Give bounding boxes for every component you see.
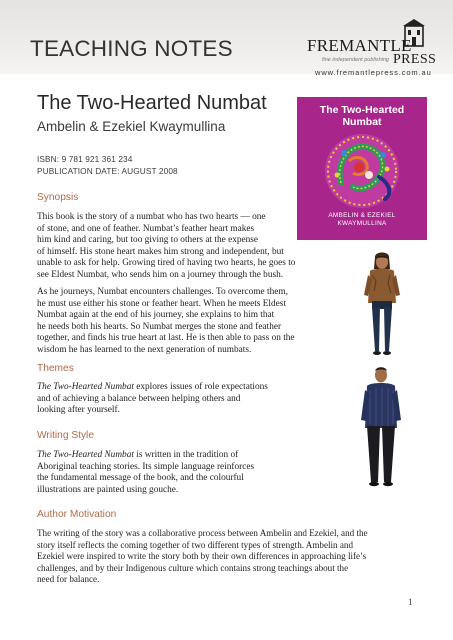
text-line: need for balance. xyxy=(37,574,100,585)
text-line: he must use either his stone or feather heart. When he meets Eldest xyxy=(37,298,286,309)
author-motivation-paragraph xyxy=(37,528,368,586)
cover-authors xyxy=(297,212,427,228)
synopsis-paragraph-2 xyxy=(37,287,295,357)
publisher-url[interactable]: www.fremantlepress.com.au xyxy=(315,68,432,77)
cover-title xyxy=(297,105,427,128)
text-line: illustrations are painted using gouche. xyxy=(37,484,179,495)
text-line xyxy=(37,450,254,462)
author-photo-ezekiel xyxy=(356,364,406,490)
text-line: him kind and caring, but too giving to others at the expense xyxy=(37,235,259,246)
building-icon xyxy=(401,18,427,48)
text-line: and of achieving a balance between helping others and xyxy=(37,393,241,404)
text-span: explores issues of role expectations xyxy=(133,382,268,392)
author-photo-ambelin xyxy=(360,251,404,359)
numbat-illustration xyxy=(321,131,403,211)
text-line: The writing of the story was a collaborative process between Ambelin and Ezekiel, and the xyxy=(37,528,368,538)
publication-date: PUBLICATION DATE: AUGUST 2008 xyxy=(37,166,178,176)
text-line: together, and finds his true heart at last. He is then able to pass on the xyxy=(37,333,295,344)
text-line: looking after yourself. xyxy=(37,405,120,416)
writing-style-heading: Writing Style xyxy=(37,430,94,441)
synopsis-paragraph-1 xyxy=(37,212,295,282)
cover-authors-line: KWAYMULLINA xyxy=(337,220,387,227)
text-line: of himself. His stone heart makes him strong and independent, but xyxy=(37,246,284,257)
logo-wordmark-fremantle: FREMANTLE xyxy=(307,36,412,55)
text-span: is written in the tradition of xyxy=(133,450,239,460)
book-authors: Ambelin & Ezekiel Kwaymullina xyxy=(37,119,226,134)
logo-wordmark-press: PRESS xyxy=(393,52,437,67)
text-line: This book is the story of a numbat who has two hearts — one xyxy=(37,212,266,222)
page-number: 1 xyxy=(408,597,413,607)
cover-title-line: The Two-Hearted xyxy=(319,104,405,116)
text-line: he needs both his hearts. So Numbat merges the stone and feather xyxy=(37,321,282,332)
isbn: ISBN: 9 781 921 361 234 xyxy=(37,154,133,164)
text-line: of stone, and one of feather. Numbat’s feather heart makes xyxy=(37,223,255,234)
book-title-italic: The Two-Hearted Numbat xyxy=(37,450,134,460)
themes-paragraph xyxy=(37,382,268,417)
book-title-italic: The Two-Hearted Numbat xyxy=(37,382,134,392)
text-line: wisdom he has learned to the next generation of numbats. xyxy=(37,344,252,355)
text-line: the fundamental message of the book, and the colourful xyxy=(37,473,244,484)
text-line xyxy=(37,382,268,394)
text-line: story itself reflects the coming together of two different types of strength. Ambelin and xyxy=(37,539,354,550)
text-line: unable to ask for help. Growing tired of having two hearts, he goes to xyxy=(37,258,296,269)
page-title: TEACHING NOTES xyxy=(30,36,233,61)
cover-authors-line: AMBELIN & EZEKIEL xyxy=(328,212,396,219)
text-line: Ezekiel were inspired to write the story both by their own differences in approaching life’s xyxy=(37,551,367,562)
writing-style-paragraph xyxy=(37,450,254,496)
text-line: challenges, and by their Indigenous culture which contains strong teachings about the xyxy=(37,562,349,573)
text-line: Aboriginal teaching stories. Its simple language reinforces xyxy=(37,461,255,472)
cover-title-line: Numbat xyxy=(342,115,382,128)
text-line: see Eldest Numbat, who sends him on a journey through the bush. xyxy=(37,269,284,280)
themes-heading: Themes xyxy=(37,363,74,374)
book-cover-image xyxy=(297,97,427,240)
text-line: As he journeys, Numbat encounters challenges. To overcome them, xyxy=(37,287,288,297)
logo-tagline: fine independent publishing xyxy=(322,57,389,63)
text-line: Numbat again at the end of his journey, she explains to him that xyxy=(37,310,275,321)
book-title: The Two-Hearted Numbat xyxy=(37,92,267,114)
author-motivation-heading: Author Motivation xyxy=(37,509,117,520)
synopsis-heading: Synopsis xyxy=(37,192,79,203)
